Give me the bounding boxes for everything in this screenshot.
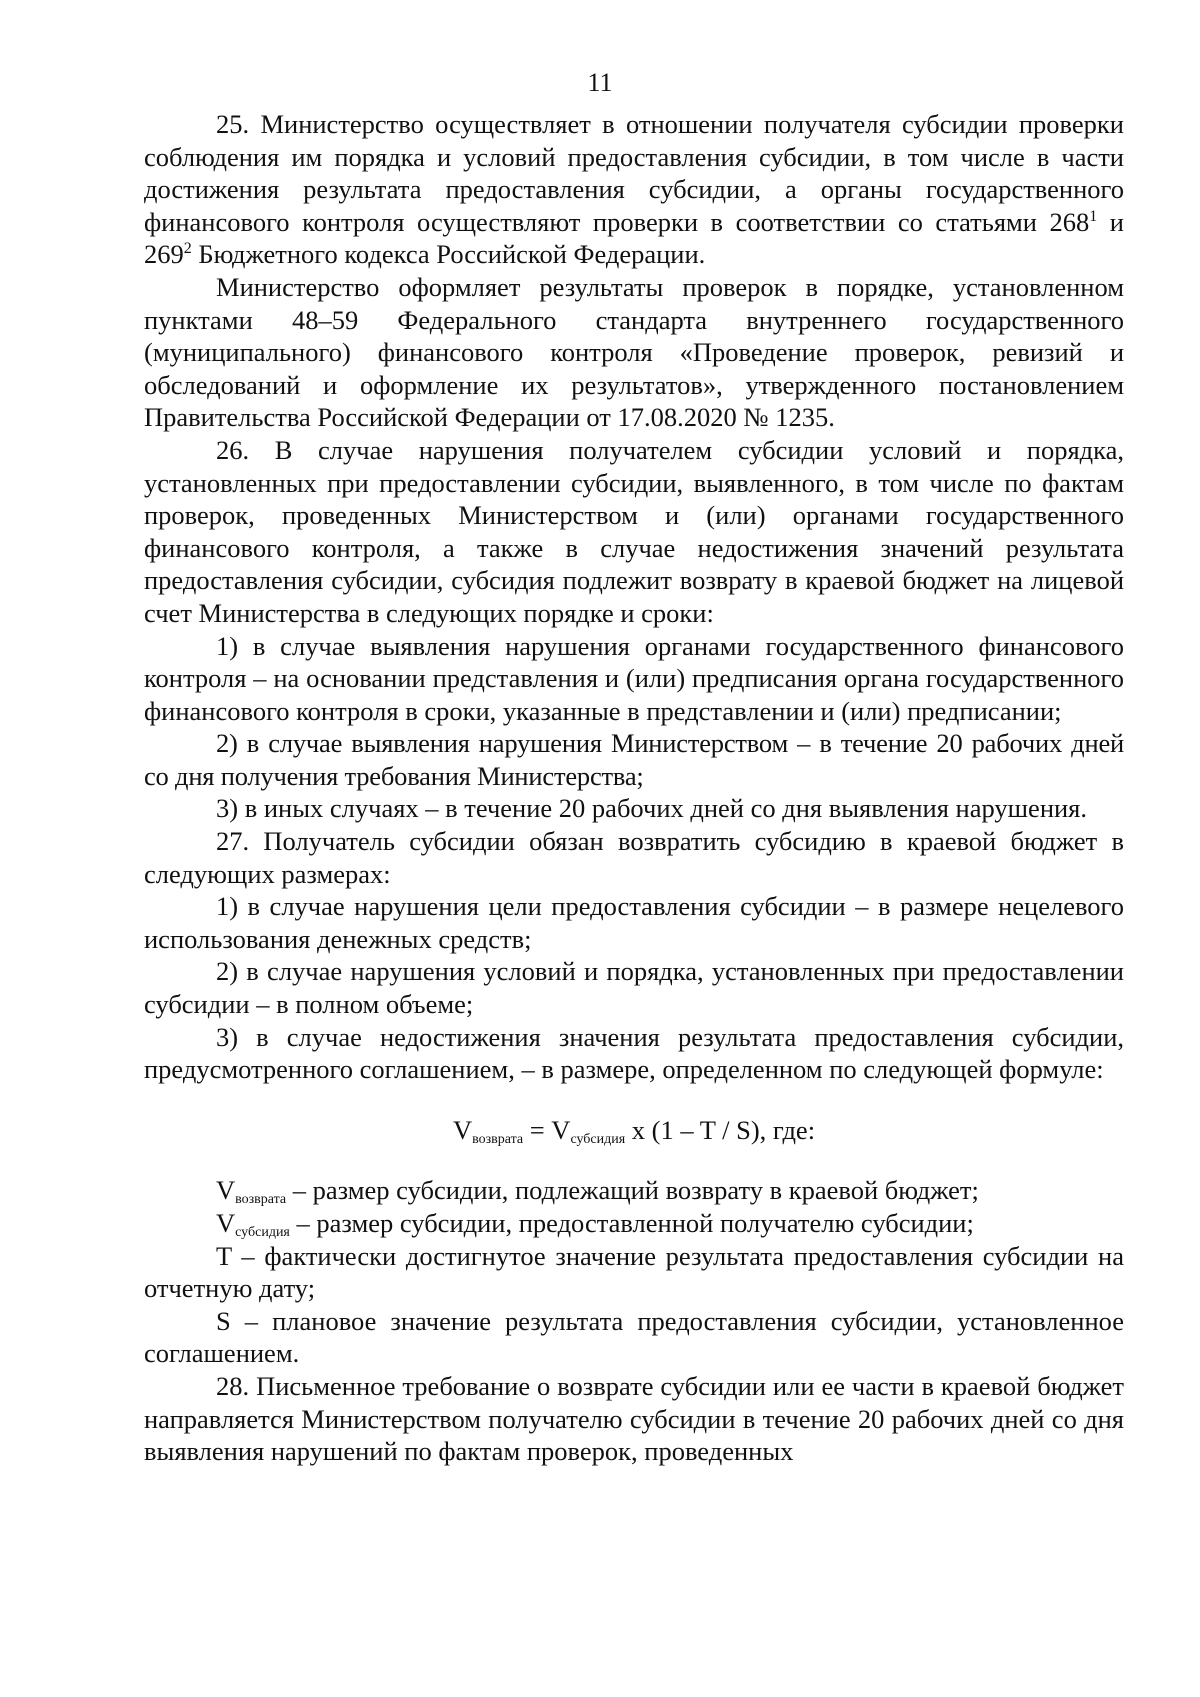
paragraph-27-item-1: 1) в случае нарушения цели предоставления субсидии – в размере нецелевого использования денежных средств;: [144, 891, 1124, 954]
paragraph-28: 28. Письменное требование о возврате субсидии или ее части в краевой бюджет направляется Министерством получателю субсидии в течение 20 рабочих дней со дня выявления нарушений по фактам проверок, проведенных: [144, 1370, 1124, 1467]
paragraph-25-text-c: Бюджетного кодекса Российской Федерации.: [191, 239, 706, 270]
formula-v: V: [452, 1114, 473, 1145]
definition-v-return-subscript: возврата: [235, 1192, 287, 1208]
paragraph-26: 26. В случае нарушения получателем субсидии условий и порядка, установленных при предоставлении субсидии, выявленного, в том числе по фактам проверок, проведенных Министерством и (или) органами государственного финансового контроля, а также в случае недостижения значений результата предоставления субсидии, субсидия подлежит возврату в краевой бюджет на лицевой счет Министерства в следующих порядке и сроки:: [144, 434, 1124, 628]
formula-rest: x (1 – T / S), где:: [625, 1114, 816, 1145]
formula-subscript-subsidy: субсидия: [570, 1131, 626, 1147]
definition-t: T – фактически достигнутое значение результата предоставления субсидии на отчетную дату;: [144, 1240, 1124, 1304]
definition-v-subsidy-subscript: субсидия: [235, 1225, 290, 1240]
definition-s: S – плановое значение результата предоставления субсидии, установленное соглашением.: [144, 1305, 1124, 1369]
page-number: 11: [587, 68, 613, 97]
definition-v-return-text: – размер субсидии, подлежащий возврату в краевой бюджет;: [286, 1175, 979, 1206]
paragraph-27-item-2: 2) в случае нарушения условий и порядка, установленных при предоставлении субсидии – в полном объеме;: [144, 956, 1124, 1020]
paragraph-27: 27. Получатель субсидии обязан возвратить субсидию в краевой бюджет в следующих размерах:: [144, 826, 1124, 889]
definition-v-subsidy-symbol: V: [216, 1208, 236, 1238]
document-body: [144, 108, 1124, 1468]
definition-v-return-symbol: V: [216, 1175, 236, 1206]
paragraph-25-text-b: и 269: [144, 206, 1124, 270]
footnote-marker-1: 1: [1089, 207, 1098, 225]
definition-v-subsidy-text: – размер субсидии, предоставленной получателю субсидии;: [289, 1208, 974, 1238]
paragraph-27-item-3: 3) в случае недостижения значения результата предоставления субсидии, предусмотренного соглашением, – в размере, определенном по следующей формуле:: [144, 1021, 1124, 1085]
paragraph-25-text-a: 25. Министерство осуществляет в отношении получателя субсидии проверки соблюдения им порядка и условий предоставления субсидии, в том числе в части достижения результата предоставления субсидии, а органы государственного финансового контроля осуществляют проверки в соответствии со статьями 268: [144, 109, 1124, 237]
footnote-marker-2: 2: [183, 240, 192, 258]
paragraph-26-item-1: 1) в случае выявления нарушения органами государственного финансового контроля – на основании представления и (или) предписания органа государственного финансового контроля в сроки, указанные в представлении и (или) предписании;: [144, 630, 1124, 726]
paragraph-26-item-2: 2) в случае выявления нарушения Министерством – в течение 20 рабочих дней со дня получения требования Министерства;: [144, 728, 1124, 791]
definition-v-subsidy: [144, 1207, 1124, 1240]
paragraph-26-item-3: 3) в иных случаях – в течение 20 рабочих дней со дня выявления нарушения.: [216, 793, 1087, 824]
definition-v-return: [144, 1174, 1124, 1207]
paragraph-25: [144, 108, 1124, 271]
formula: [144, 1114, 1124, 1147]
formula-equals: = V: [523, 1114, 571, 1145]
paragraph-25-procedure: Министерство оформляет результаты проверок в порядке, установленном пунктами 48–59 Федерального стандарта внутреннего государственного (муниципального) финансового контроля «Проведение проверок, ревизий и обследований и оформление их результатов», утвержденного постановлением Правительства Российской Федерации от 17.08.2020 № 1235.: [144, 271, 1124, 433]
formula-subscript-return: возврата: [472, 1131, 524, 1147]
